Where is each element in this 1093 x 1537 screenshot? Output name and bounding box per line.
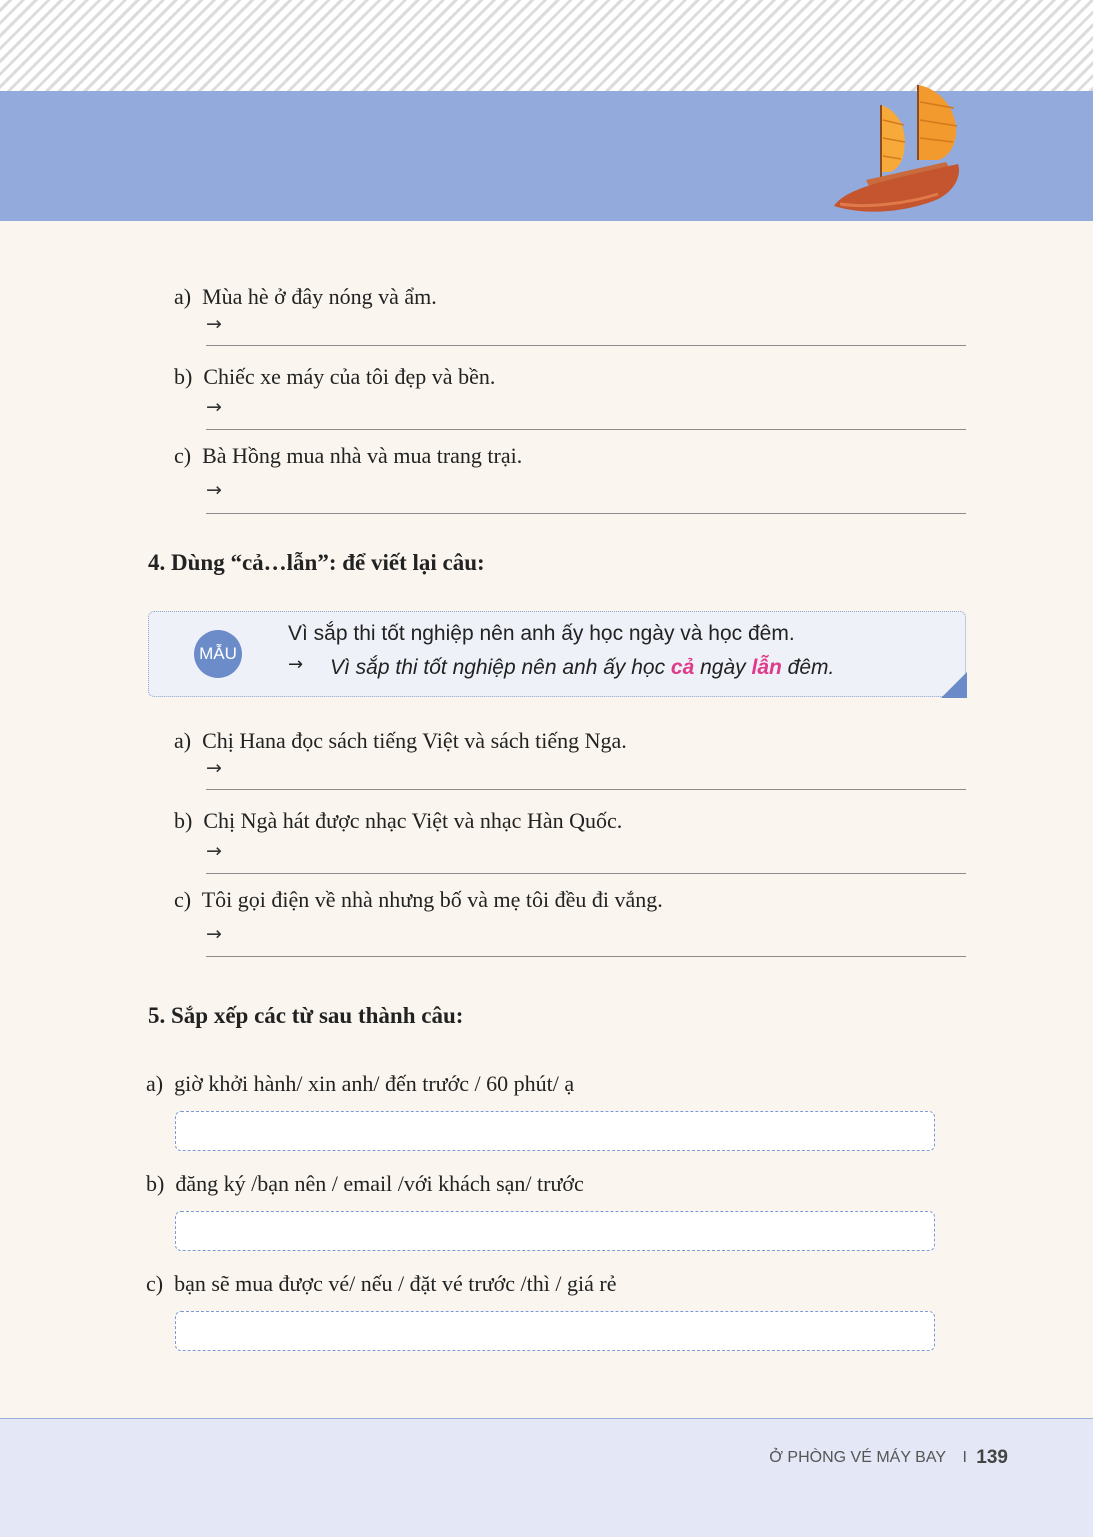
highlight-ca: cả: [670, 656, 695, 679]
sample-badge: MẪU: [194, 630, 242, 678]
answer-arrow-icon: →: [206, 396, 222, 418]
answer-line[interactable]: [206, 429, 966, 430]
sample-box: [148, 611, 966, 697]
exercise5-heading: 5. Sắp xếp các từ sau thành câu:: [148, 1003, 464, 1028]
answer-arrow-icon: →: [206, 757, 222, 779]
answer-line[interactable]: [206, 513, 966, 514]
exercise4-item-a: a) Chị Hana đọc sách tiếng Việt và sách tiếng Nga.: [174, 728, 627, 753]
footer-section-title: Ở PHÒNG VÉ MÁY BAY: [769, 1449, 946, 1466]
answer-box-a[interactable]: [175, 1111, 935, 1151]
answer-line[interactable]: [206, 873, 966, 874]
page-footer: [0, 1418, 1093, 1537]
highlight-lan: lẫn: [751, 656, 782, 679]
answer-box-c[interactable]: [175, 1311, 935, 1351]
answer-arrow-icon: →: [206, 923, 222, 945]
exercise4-heading: 4. Dùng “cả…lẫn”: để viết lại câu:: [148, 550, 485, 575]
footer-separator: I: [962, 1449, 967, 1466]
answer-arrow-icon: →: [206, 479, 222, 501]
answer-arrow-icon: →: [206, 840, 222, 862]
exercise3-item-c: c) Bà Hồng mua nhà và mua trang trại.: [174, 443, 523, 468]
exercise5-item-b: b) đăng ký /bạn nên / email /với khách sạn/ trước: [146, 1171, 584, 1196]
answer-box-b[interactable]: [175, 1211, 935, 1251]
sample-answer: Vì sắp thi tốt nghiệp nên anh ấy học cả ngày lẫn đêm.: [330, 656, 835, 679]
exercise3-item-a: a) Mùa hè ở đây nóng và ẩm.: [174, 284, 437, 309]
answer-line[interactable]: [206, 956, 966, 957]
exercise4-item-b: b) Chị Ngà hát được nhạc Việt và nhạc Hàn Quốc.: [174, 808, 623, 833]
striped-header-strip: [0, 0, 1093, 91]
exercise5-item-a: a) giờ khởi hành/ xin anh/ đến trước / 60 phút/ ạ: [146, 1071, 575, 1096]
answer-arrow-icon: →: [206, 313, 222, 335]
exercise4-item-c: c) Tôi gọi điện về nhà nhưng bố và mẹ tôi đều đi vắng.: [174, 887, 663, 912]
exercise3-item-b: b) Chiếc xe máy của tôi đẹp và bền.: [174, 364, 496, 389]
answer-line[interactable]: [206, 789, 966, 790]
sample-sentence: Vì sắp thi tốt nghiệp nên anh ấy học ngày và học đêm.: [288, 622, 795, 645]
sample-arrow-icon: →: [288, 654, 304, 675]
answer-line[interactable]: [206, 345, 966, 346]
exercise5-item-c: c) bạn sẽ mua được vé/ nếu / đặt vé trước /thì / giá rẻ: [146, 1271, 617, 1296]
sample-corner-fold: [941, 672, 967, 698]
junk-boat-illustration: [826, 80, 966, 220]
page-number: 139: [976, 1447, 1008, 1468]
